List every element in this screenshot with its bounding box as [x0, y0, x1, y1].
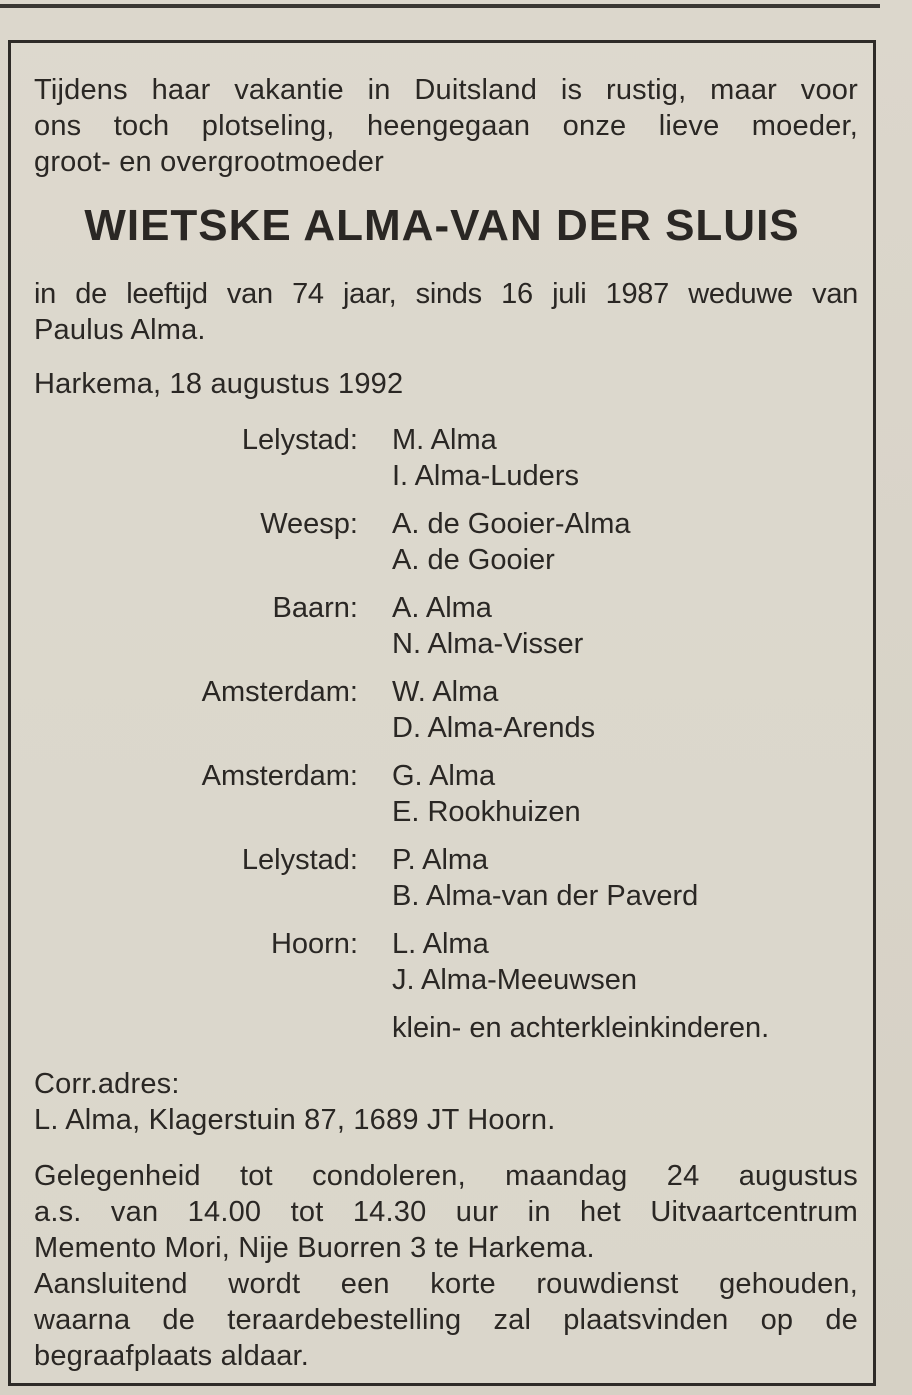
- family-names: [392, 422, 579, 494]
- family-city: Lelystad:: [241, 844, 358, 876]
- family-names: [392, 758, 581, 830]
- family-names: [392, 926, 637, 998]
- intro-line-1: Tijdens haar vakantie in Duitsland is rustig, maar voor: [34, 74, 858, 106]
- age-line-2: Paulus Alma.: [34, 314, 206, 346]
- family-name: N. Alma-Visser: [392, 628, 584, 660]
- corr-label: Corr.adres:: [34, 1068, 180, 1100]
- family-city: Amsterdam:: [201, 676, 358, 708]
- family-name: I. Alma-Luders: [392, 460, 579, 492]
- top-rule: [0, 4, 880, 8]
- intro-line-3: groot- en overgrootmoeder: [34, 146, 384, 178]
- family-city: Amsterdam:: [201, 760, 358, 792]
- condolence-line-3: Memento Mori, Nije Buorren 3 te Harkema.: [34, 1232, 595, 1264]
- family-name: B. Alma-van der Paverd: [392, 880, 699, 912]
- family-city: Weesp:: [260, 508, 358, 540]
- family-name: A. Alma: [392, 592, 492, 624]
- family-names: [392, 590, 583, 662]
- family-name: E. Rookhuizen: [392, 796, 581, 828]
- deceased-name: WIETSKE ALMA-VAN DER SLUIS: [84, 201, 800, 250]
- family-name: L. Alma: [392, 928, 489, 960]
- corr-address: L. Alma, Klagerstuin 87, 1689 JT Hoorn.: [34, 1104, 556, 1136]
- family-name: A. de Gooier-Alma: [392, 508, 631, 540]
- family-names: [392, 674, 595, 746]
- family-name: G. Alma: [392, 760, 496, 792]
- family-name: W. Alma: [392, 676, 499, 708]
- family-names: [392, 842, 698, 914]
- service-line-2: waarna de teraardebestelling zal plaatsvinden op de: [34, 1304, 858, 1336]
- family-city: Hoorn:: [270, 928, 358, 960]
- grandchildren: klein- en achterkleinkinderen.: [392, 1012, 770, 1044]
- place-date: Harkema, 18 augustus 1992: [34, 368, 404, 400]
- family-name: D. Alma-Arends: [392, 712, 596, 744]
- family-name: P. Alma: [392, 844, 489, 876]
- condolence-line-1: Gelegenheid tot condoleren, maandag 24 augustus: [34, 1160, 858, 1192]
- family-names: [392, 506, 631, 578]
- service-line-3: begraafplaats aldaar.: [34, 1340, 310, 1372]
- family-name: J. Alma-Meeuwsen: [392, 964, 637, 996]
- family-name: M. Alma: [392, 424, 497, 456]
- family-city: Lelystad:: [241, 424, 358, 456]
- age-line-1: in de leeftijd van 74 jaar, sinds 16 juli 1987 weduwe van: [34, 278, 858, 310]
- family-name: A. de Gooier: [392, 544, 555, 576]
- condolence-line-2: a.s. van 14.00 tot 14.30 uur in het Uitvaartcentrum: [34, 1196, 858, 1228]
- family-city: Baarn:: [272, 592, 358, 624]
- service-line-1: Aansluitend wordt een korte rouwdienst gehouden,: [34, 1268, 858, 1300]
- intro-line-2: ons toch plotseling, heengegaan onze lieve moeder,: [34, 110, 858, 142]
